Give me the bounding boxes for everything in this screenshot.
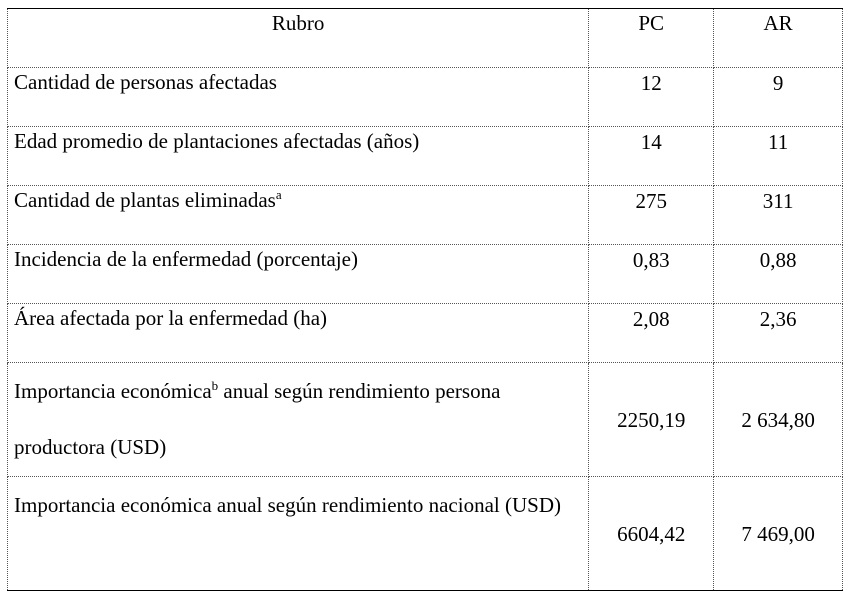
row-ar-value: 0,88 bbox=[714, 245, 843, 304]
row-label: Cantidad de plantas eliminadas bbox=[14, 188, 276, 212]
footnote-marker: a bbox=[275, 187, 282, 202]
table-row bbox=[8, 304, 843, 363]
footnote-marker: b bbox=[211, 378, 219, 393]
table-row bbox=[8, 245, 843, 304]
row-label-continuation: anual según rendimiento persona productora (USD) bbox=[14, 379, 501, 459]
row-ar-value: 7 469,00 bbox=[714, 477, 843, 591]
row-ar-value: 311 bbox=[714, 186, 843, 245]
row-label-cell bbox=[8, 363, 589, 477]
row-pc-value: 0,83 bbox=[589, 245, 714, 304]
row-label: Cantidad de personas afectadas bbox=[8, 68, 589, 127]
row-pc-value: 14 bbox=[589, 127, 714, 186]
row-pc-value: 275 bbox=[589, 186, 714, 245]
header-pc: PC bbox=[589, 9, 714, 68]
table-row bbox=[8, 68, 843, 127]
row-label: Área afectada por la enfermedad (ha) bbox=[8, 304, 589, 363]
table-row bbox=[8, 186, 843, 245]
data-table bbox=[7, 8, 843, 591]
table-row bbox=[8, 127, 843, 186]
table-header-row bbox=[8, 9, 843, 68]
row-pc-value: 6604,42 bbox=[589, 477, 714, 591]
row-ar-value: 2 634,80 bbox=[714, 363, 843, 477]
header-rubro: Rubro bbox=[8, 9, 589, 68]
row-label: Importancia económica anual según rendimiento nacional (USD) bbox=[8, 477, 589, 591]
row-ar-value: 11 bbox=[714, 127, 843, 186]
row-pc-value: 2,08 bbox=[589, 304, 714, 363]
table-row bbox=[8, 363, 843, 477]
row-label: Incidencia de la enfermedad (porcentaje) bbox=[8, 245, 589, 304]
row-label: Importancia económica bbox=[14, 379, 212, 403]
header-ar: AR bbox=[714, 9, 843, 68]
row-pc-value: 12 bbox=[589, 68, 714, 127]
row-label: Edad promedio de plantaciones afectadas (años) bbox=[8, 127, 589, 186]
row-ar-value: 9 bbox=[714, 68, 843, 127]
table-row bbox=[8, 477, 843, 591]
row-pc-value: 2250,19 bbox=[589, 363, 714, 477]
row-label-cell bbox=[8, 186, 589, 245]
row-ar-value: 2,36 bbox=[714, 304, 843, 363]
